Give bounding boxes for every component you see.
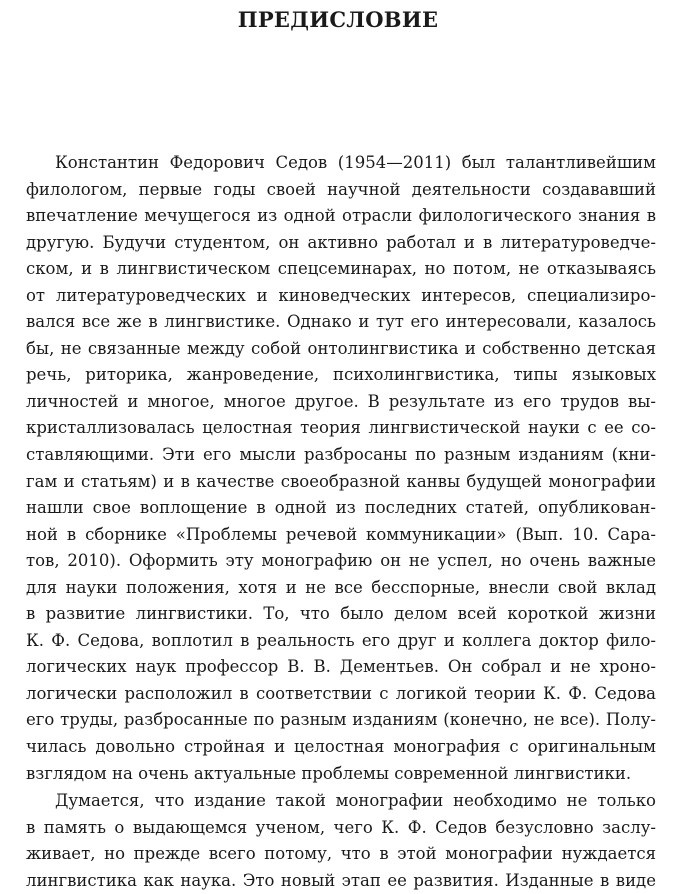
text-line: речь, риторика, жанроведение, психолингвистика, типы языковых — [26, 365, 656, 385]
text-line: логических наук профессор В. В. Дементьев. Он собрал и не хроно- — [26, 657, 656, 677]
text-line: Константин Федорович Седов (1954—2011) был талантливейшим — [55, 153, 656, 172]
text-line: живает, но прежде всего потому, что в этой монографии нуждается — [26, 844, 656, 864]
text-line: тов, 2010). Оформить эту монографию он не успел, но очень важные — [26, 551, 656, 571]
paragraph-2 — [26, 788, 656, 894]
text-line: его труды, разбросанные по разным изданиям (конечно, не все). Полу- — [26, 710, 656, 730]
text-line: личностей и многое, многое другое. В результате из его трудов вы- — [26, 391, 656, 411]
text-line: Думается, что издание такой монографии необходимо не только — [55, 791, 656, 810]
text-line: в развитие лингвистики. То, что было делом всей короткой жизни — [26, 604, 656, 624]
text-line: вался все же в лингвистике. Однако и тут его интересовали, казалось — [26, 312, 656, 332]
text-line: другую. Будучи студентом, он активно работал и в литературоведче- — [26, 232, 656, 252]
text-line: нашли свое воплощение в одной из последних статей, опубликован- — [26, 498, 656, 518]
text-line: ной в сборнике «Проблемы речевой коммуникации» (Вып. 10. Сара- — [26, 524, 656, 544]
paragraph-1 — [26, 150, 656, 787]
text-line: лингвистика как наука. Это новый этап ее развития. Изданные в виде — [26, 870, 656, 890]
text-line: ставляющими. Эти его мысли разбросаны по разным изданиям (кни- — [26, 445, 656, 465]
text-line: филологом, первые годы своей научной деятельности создававший — [26, 179, 656, 199]
text-line: в память о выдающемся ученом, чего К. Ф. Седов безусловно заслу- — [26, 817, 656, 837]
text-line: логически расположил в соответствии с логикой теории К. Ф. Седова — [26, 683, 656, 703]
text-line: гам и статьям) и в качестве своеобразной канвы будущей монографии — [26, 471, 656, 491]
text-line: для науки положения, хотя и не все бесспорные, внесли свой вклад — [26, 577, 656, 597]
text-line: чилась довольно стройная и целостная монография с оригинальным — [26, 737, 656, 757]
text-line: ском, и в лингвистическом спецсеминарах, но потом, не отказываясь — [26, 259, 656, 279]
text-line: бы, не связанные между собой онтолингвистика и собственно детская — [26, 338, 656, 358]
text-line: впечатление мечущегося из одной отрасли филологического знания в — [26, 206, 656, 226]
page-title: ПРЕДИСЛОВИЕ — [237, 7, 439, 32]
text-line: взглядом на очень актуальные проблемы современной лингвистики. — [26, 763, 632, 783]
text-line: К. Ф. Седова, воплотил в реальность его друг и коллега доктор фило- — [26, 630, 656, 650]
text-line: от литературоведческих и киноведческих интересов, специализиро- — [26, 285, 656, 305]
text-line: кристаллизовалась целостная теория лингвистической науки с ее со- — [26, 418, 656, 438]
